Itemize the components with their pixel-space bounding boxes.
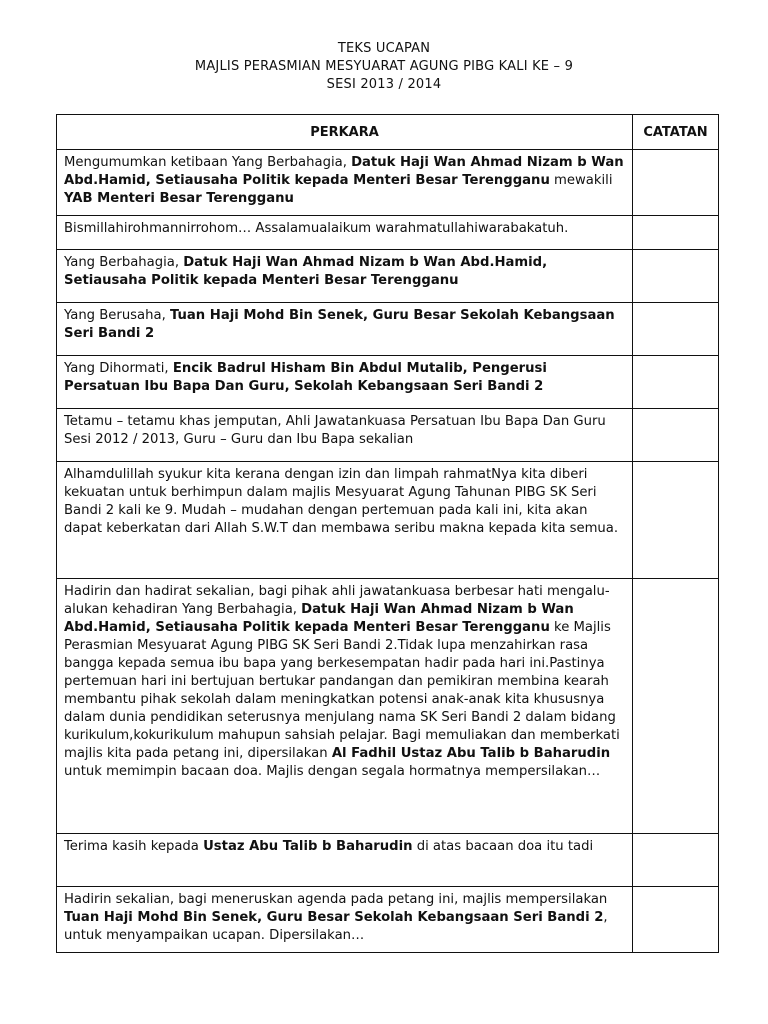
table-row — [57, 216, 719, 250]
table-row — [57, 579, 719, 834]
catatan-cell — [633, 356, 719, 409]
table-row — [57, 462, 719, 579]
text: Yang Dihormati, — [64, 361, 173, 376]
catatan-cell — [633, 216, 719, 250]
speech-table — [56, 114, 719, 953]
text: Terima kasih kepada — [64, 839, 204, 854]
text: ke Majlis Perasmian Mesyuarat Agung PIBG SK Seri Bandi 2.Tidak lupa menzahirkan rasa bangga kepada semua ibu bapa yang berkesempatan hadir pada hari ini.Pastinya pertemuan hari ini bertujuan bertukar pandangan dan pemikiran membina kearah membantu pihak sekolah dalam meningkatkan potensi anak-anak kita khususnya dalam dunia pendidikan seterusnya menjulang nama SK Seri Bandi 2 dalam bidang kurikulum,kokurikulum mahupun sahsiah pelajar. Bagi memuliakan dan memberkati majlis kita pada petang ini, dipersilakan — [64, 620, 620, 761]
bold-text: Encik Badrul Hisham Bin Abdul Mutalib, Pengerusi Persatuan Ibu Bapa Dan Guru, Sekolah Kebangsaan Seri Bandi 2 — [64, 361, 547, 394]
column-header-perkara: PERKARA — [57, 115, 633, 150]
table-row — [57, 250, 719, 303]
perkara-cell — [57, 462, 633, 579]
perkara-cell — [57, 216, 633, 250]
perkara-cell — [57, 303, 633, 356]
table-row — [57, 887, 719, 953]
catatan-cell — [633, 150, 719, 216]
text: Mengumumkan ketibaan Yang Berbahagia, — [64, 155, 352, 170]
text: , untuk menyampaikan ucapan. Dipersilakan… — [64, 910, 608, 943]
text: Tetamu – tetamu khas jemputan, Ahli Jawatankuasa Persatuan Ibu Bapa Dan Guru Sesi 2012 / 2013, Guru – Guru dan Ibu Bapa sekalian — [64, 414, 606, 447]
bold-text: Datuk Haji Wan Ahmad Nizam b Wan Abd.Hamid, Setiausaha Politik kepada Menteri Besar Terengganu — [64, 255, 548, 288]
table-row — [57, 834, 719, 887]
catatan-cell — [633, 250, 719, 303]
perkara-cell — [57, 150, 633, 216]
bold-text: Tuan Haji Mohd Bin Senek, Guru Besar Sekolah Kebangsaan Seri Bandi 2 — [64, 910, 604, 925]
table-row — [57, 356, 719, 409]
header-event: MAJLIS PERASMIAN MESYUARAT AGUNG PIBG KALI KE – 9 — [194, 59, 574, 74]
perkara-cell — [57, 356, 633, 409]
header-title: TEKS UCAPAN — [337, 41, 431, 56]
text: di atas bacaan doa itu tadi — [412, 839, 594, 854]
column-header-catatan: CATATAN — [633, 115, 719, 150]
text: Bismillahirohmannirrohom… Assalamualaikum warahmatullahiwarabakatuh. — [64, 221, 569, 236]
text: Hadirin dan hadirat sekalian, bagi pihak ahli jawatankuasa berbesar hati mengalu-alukan kehadiran Yang Berbahagia, — [64, 584, 610, 617]
table-body — [57, 150, 719, 953]
table-row — [57, 409, 719, 462]
catatan-cell — [633, 887, 719, 953]
catatan-cell — [633, 409, 719, 462]
bold-text: Datuk Haji Wan Ahmad Nizam b Wan Abd.Hamid, Setiausaha Politik kepada Menteri Besar Terengganu — [64, 155, 624, 188]
perkara-cell — [57, 409, 633, 462]
catatan-cell — [633, 462, 719, 579]
catatan-cell — [633, 579, 719, 834]
document-header — [0, 40, 768, 94]
perkara-cell — [57, 579, 633, 834]
catatan-cell — [633, 834, 719, 887]
perkara-cell — [57, 250, 633, 303]
text: Yang Berbahagia, — [64, 255, 184, 270]
text: Alhamdulillah syukur kita kerana dengan izin dan limpah rahmatNya kita diberi kekuatan untuk berhimpun dalam majlis Mesyuarat Agung Tahunan PIBG SK Seri Bandi 2 kali ke 9. Mudah – mudahan dengan pertemuan pada kali ini, kita akan dapat keberkatan dari Allah S.W.T dan membawa seribu makna kepada kita semua. — [64, 467, 619, 536]
perkara-cell — [57, 887, 633, 953]
table-row — [57, 150, 719, 216]
bold-text: YAB Menteri Besar Terengganu — [64, 191, 294, 206]
text: Yang Berusaha, — [64, 308, 170, 323]
bold-text: Ustaz Abu Talib b Baharudin — [203, 839, 413, 854]
bold-text: Tuan Haji Mohd Bin Senek, Guru Besar Sekolah Kebangsaan Seri Bandi 2 — [64, 308, 615, 341]
header-session: SESI 2013 / 2014 — [326, 77, 442, 92]
bold-text: Al Fadhil Ustaz Abu Talib b Baharudin — [331, 746, 611, 761]
text: Hadirin sekalian, bagi meneruskan agenda pada petang ini, majlis mempersilakan — [64, 892, 608, 907]
text: untuk memimpin bacaan doa. Majlis dengan segala hormatnya mempersilakan… — [64, 764, 601, 779]
perkara-cell — [57, 834, 633, 887]
bold-text: Datuk Haji Wan Ahmad Nizam b Wan Abd.Hamid, Setiausaha Politik kepada Menteri Besar Terengganu — [64, 602, 574, 635]
catatan-cell — [633, 303, 719, 356]
table-header-row — [57, 115, 719, 150]
text: mewakili — [549, 173, 613, 188]
table-row — [57, 303, 719, 356]
